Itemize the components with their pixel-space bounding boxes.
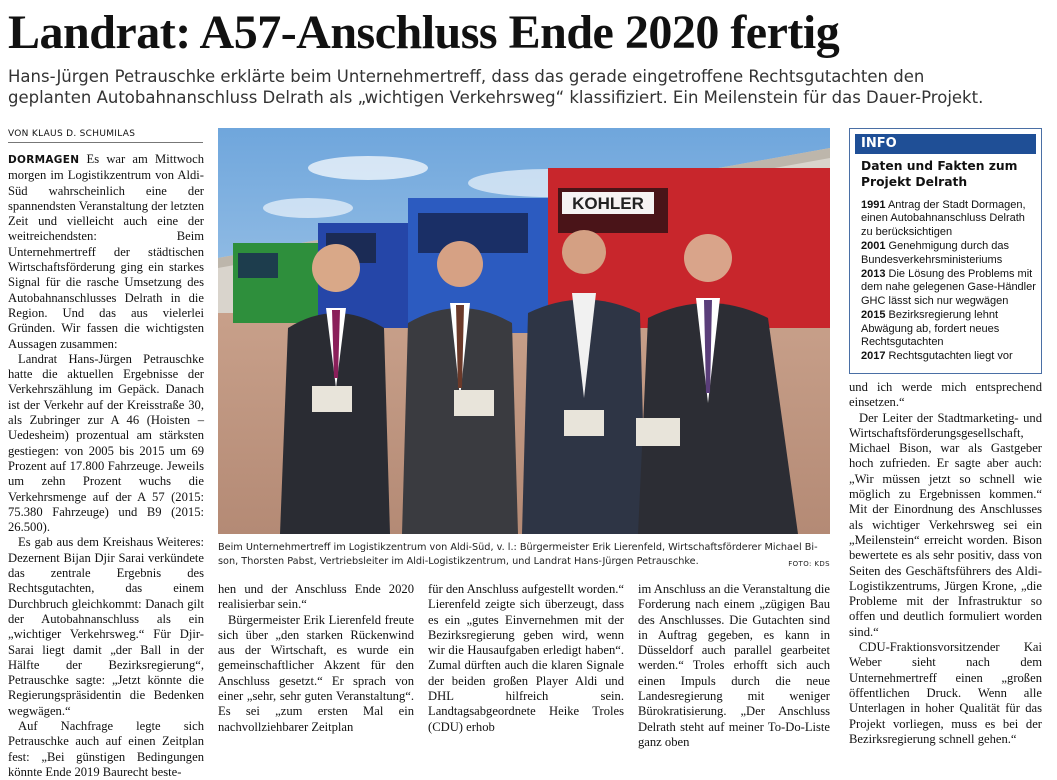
paragraph: für den Anschluss aufgestellt worden.“ Lierenfeld zeigte sich überzeugt, dass es ein „gutes Einvernehmen mit der Bezirksregierung geben wird, wenn wir die Hausaufgaben erledigt haben“. Zumal dürften auch die klaren Signale der beiden großen Player Aldi und DHL hilfreich sein. Landtagsabgeordnete Heike Troles (CDU) erhob: [428, 582, 624, 734]
paragraph: CDU-Fraktionsvorsitzender Kai Weber sieht nach dem Unternehmertreff einen „großen öffentlichen Druck. Wenn alle Unterlagen in hoher Qualität für das Projekt vorliegen, muss es bei der Bezirksregierung schnell gehen.“: [849, 640, 1042, 746]
caption-line: [218, 555, 830, 569]
subheadline: [8, 66, 1053, 108]
paragraph: Es gab aus dem Kreishaus Weiteres: Dezernent Bijan Djir Sarai verkündete das zentrale Ergebnis des Rechtsgutachten, das einem Durchbruch gleichkommt: Danach gilt der Autobahnanschluss als ein „wichtiger Verkehrsweg.“ Für Djir-Sarai liegt damit „der Ball in der Hälfte der Bezirksregierung“, Petrauschke sagte: „Jetzt könnte die Regierungspräsidentin die Bedenken wegwägen.“: [8, 535, 204, 718]
info-text: Antrag der Stadt Dormagen, einen Autobahnanschluss Delrath zu berücksichtigen: [861, 199, 1026, 238]
paragraph: und ich werde mich entsprechend einsetzen.“: [849, 380, 1042, 410]
article-column-4: [638, 582, 830, 750]
photo-credit: FOTO: KDS: [788, 559, 830, 568]
info-text: Bezirksregierung lehnt Abwägung ab, fordert neues Rechtsgutachten: [861, 309, 1000, 349]
article-column-5: [849, 380, 1042, 747]
article-column-3: [428, 582, 624, 735]
caption-text: son, Thorsten Pabst, Vertriebsleiter im Aldi-Logistikzentrum, und Landrat Hans-Jürgen Petrauschke.: [218, 555, 699, 567]
paragraph: hen und der Anschluss Ende 2020 realisierbar sein.“: [218, 582, 414, 612]
info-item: [861, 309, 1039, 349]
info-title: Daten und Fakten zum Projekt Delrath: [861, 159, 1018, 189]
paragraph: Der Leiter der Stadtmarketing- und Wirtschaftsförderungsgesellschaft, Michael Bison, war als Gastgeber hoch zufrieden. Er sagte aber auch: „Wir müssen jetzt so schnell wie möglich zu Ergebnissen kommen.“ Mit der Einordnung des Anschlusses als wichtiger Verkehrsweg sei ein „Meilenstein“ erreicht worden. Bison bewertete es als sehr positiv, dass von Seiten des Geschäftsführers des Aldi-Logistikzentrums, Jürgen Krone, „die Probleme mit der Infrastruktur so offen und deutlich formuliert worden sind.“: [849, 410, 1042, 639]
info-text: Genehmigung durch das Bundesverkehrsministeriums: [861, 240, 1010, 266]
subheadline-line: geplanten Autobahnanschluss Delrath als „wichtigen Verkehrsweg“ klassifiziert. Ein Meilenstein für das Dauer-Projekt.: [8, 88, 984, 107]
photo-illustration: [218, 128, 830, 534]
info-list: [861, 199, 1039, 365]
paragraph: Auf Nachfrage legte sich Petrauschke auch auf einen Zeitplan fest: „Bei günstigen Bedingungen könnte Ende 2019 Baurecht beste-: [8, 718, 204, 779]
article-column-1: [8, 152, 204, 780]
info-tag: INFO: [855, 134, 1036, 154]
info-item: [861, 199, 1039, 239]
paragraph: Landrat Hans-Jürgen Petrauschke hatte die aktuellen Ergebnisse der Verkehrszählung im Gepäck. Danach ist der Verkehr auf der Kreisstraße 30, als Zubringer zur A 46 (Hoisten – Uedesheim) prozentual am stärksten gestiegen: von 2005 bis 2015 um 69 Prozent auf 17.800 Fahrzeuge. Jeweils um zehn Prozent wuchs die Verkehrsmenge auf der A 57 (2015: 75.380 Fahrzeuge) und B9 (2015: 26.500).: [8, 351, 204, 535]
info-item: [861, 240, 1039, 267]
info-year: 1991: [861, 199, 886, 211]
subheadline-line: Hans-Jürgen Petrauschke erklärte beim Unternehmertreff, dass das gerade eingetroffene Rechtsgutachten den: [8, 67, 925, 86]
info-text: Rechtsgutachten liegt vor: [888, 350, 1013, 363]
paragraph: [8, 152, 204, 352]
dateline: DORMAGEN: [8, 154, 80, 166]
info-item: [861, 268, 1039, 308]
caption-line: Beim Unternehmertreff im Logistikzentrum von Aldi-Süd, v. l.: Bürgermeister Erik Lierenfeld, Wirtschaftsförderer Michael Bi-: [218, 542, 818, 553]
byline: VON KLAUS D. SCHUMILAS: [8, 129, 203, 143]
info-text: Die Lösung des Problems mit dem nahe gelegenen Gase-Händler GHC lässt sich nur wegwägen: [861, 268, 1036, 307]
article-photo: [218, 128, 830, 534]
paragraph: Bürgermeister Erik Lierenfeld freute sich über „den starken Rückenwind aus der Wirtschaft, es wurde ein gemeinschaftlicher Akzent für den Anschluss gesetzt.“ Er sprach von einer „sehr, sehr guten Veranstaltung“. Es sei „zum ersten Mal ein nachvollziehbarer Zeitplan: [218, 612, 414, 734]
paragraph: im Anschluss an die Veranstaltung die Forderung nach einem „zügigen Bau des Anschlusses. Die Gutachten sind in Auftrag gegeben, es kann in Düsseldorf auch parallel gearbeitet werden.“ Troles erhofft sich auch einen Impuls durch die neue Landesregierung mit weniger Bürokratisierung. „Der Anschluss Delrath steht auf meiner To-Do-Liste ganz oben: [638, 582, 830, 749]
info-year: 2013: [861, 268, 886, 281]
truck-sign: KOHLER: [572, 194, 644, 213]
paragraph-text: Es war am Mittwoch morgen im Logistikzentrum von Aldi-Süd wahrscheinlich eine der spannendsten Veranstaltung der letzten Zeit und vielleicht auch eine der weitreichendsten: Beim Unternehmertreff der städtischen Wirtschaftsförderung ging ein starkes Signal für die rasche Umsetzung des Autobahnanschlusses Delrath in die Region. Und das aus vielerlei Gründen. Wir fassen die wichtigsten Aussagen zusammen:: [8, 152, 204, 351]
article-column-2: [218, 582, 414, 735]
info-year: 2017: [861, 350, 886, 363]
info-year: 2015: [861, 309, 886, 322]
info-year: 2001: [861, 240, 886, 253]
info-item: [861, 350, 1039, 363]
headline: Landrat: A57-Anschluss Ende 2020 fertig: [8, 6, 840, 59]
info-box: [849, 128, 1042, 374]
photo-caption: [218, 541, 830, 571]
